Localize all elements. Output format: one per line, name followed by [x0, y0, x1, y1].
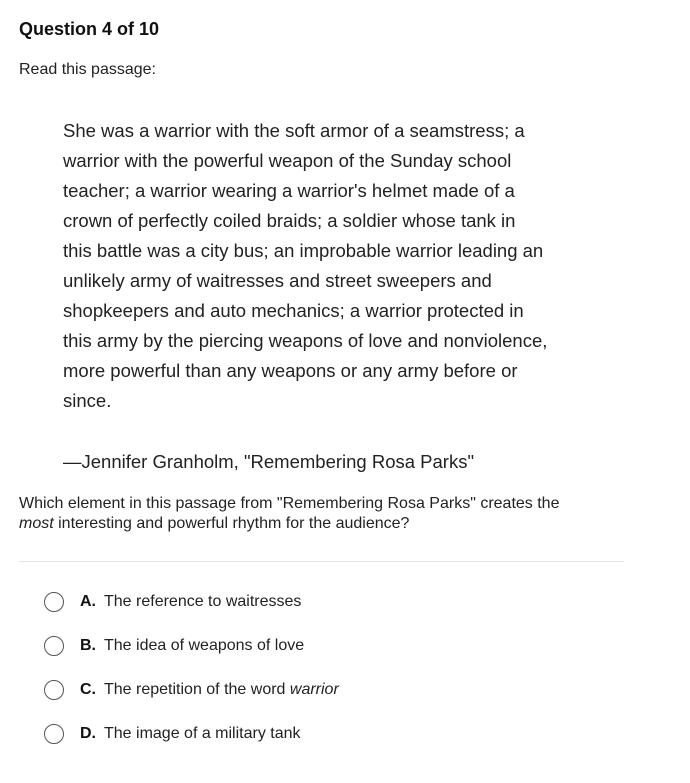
option-label: The idea of weapons of love — [104, 637, 305, 654]
option-a[interactable] — [44, 584, 464, 620]
option-text — [104, 637, 304, 655]
prompt-emphasis: most — [19, 515, 54, 532]
prompt-text-end: interesting and powerful rhythm for the audience? — [53, 515, 410, 532]
prompt-text-start: Which element in this passage from "Remembering Rosa Parks" creates the — [19, 495, 560, 512]
option-text — [104, 681, 339, 699]
option-d[interactable] — [44, 716, 464, 752]
option-letter: D. — [80, 725, 96, 742]
option-label: The image of a military tank — [104, 725, 301, 742]
radio-button-icon[interactable] — [44, 592, 64, 612]
passage-text — [63, 116, 593, 416]
radio-button-icon[interactable] — [44, 724, 64, 744]
radio-button-icon[interactable] — [44, 680, 64, 700]
passage-line: warrior with the powerful weapon of the Sunday school — [63, 150, 512, 171]
question-prompt — [19, 494, 629, 534]
option-b[interactable] — [44, 628, 464, 664]
passage-line: teacher; a warrior wearing a warrior's helmet made of a — [63, 180, 515, 201]
option-c[interactable] — [44, 672, 464, 708]
passage-line: unlikely army of waitresses and street sweepers and — [63, 270, 492, 291]
passage-line: this army by the piercing weapons of love and nonviolence, — [63, 330, 548, 351]
option-text — [104, 593, 301, 611]
instruction-text: Read this passage: — [19, 61, 156, 78]
option-text — [104, 725, 301, 743]
option-letter: B. — [80, 637, 96, 654]
passage-line: She was a warrior with the soft armor of a seamstress; a — [63, 120, 525, 141]
radio-button-icon[interactable] — [44, 636, 64, 656]
option-label: The repetition of the word — [104, 681, 290, 698]
option-letter: C. — [80, 681, 96, 698]
passage-line: this battle was a city bus; an improbable warrior leading an — [63, 240, 544, 261]
divider — [19, 561, 624, 562]
question-counter: Question 4 of 10 — [19, 19, 160, 39]
option-letter: A. — [80, 593, 96, 610]
option-emphasis: warrior — [289, 681, 339, 698]
passage-line: since. — [63, 390, 112, 411]
passage-line: more powerful than any weapons or any army before or — [63, 360, 518, 381]
passage-attribution: —Jennifer Granholm, "Remembering Rosa Parks" — [63, 451, 475, 472]
passage-line: crown of perfectly coiled braids; a soldier whose tank in — [63, 210, 516, 231]
passage-line: shopkeepers and auto mechanics; a warrior protected in — [63, 300, 524, 321]
option-label: The reference to waitresses — [104, 593, 302, 610]
